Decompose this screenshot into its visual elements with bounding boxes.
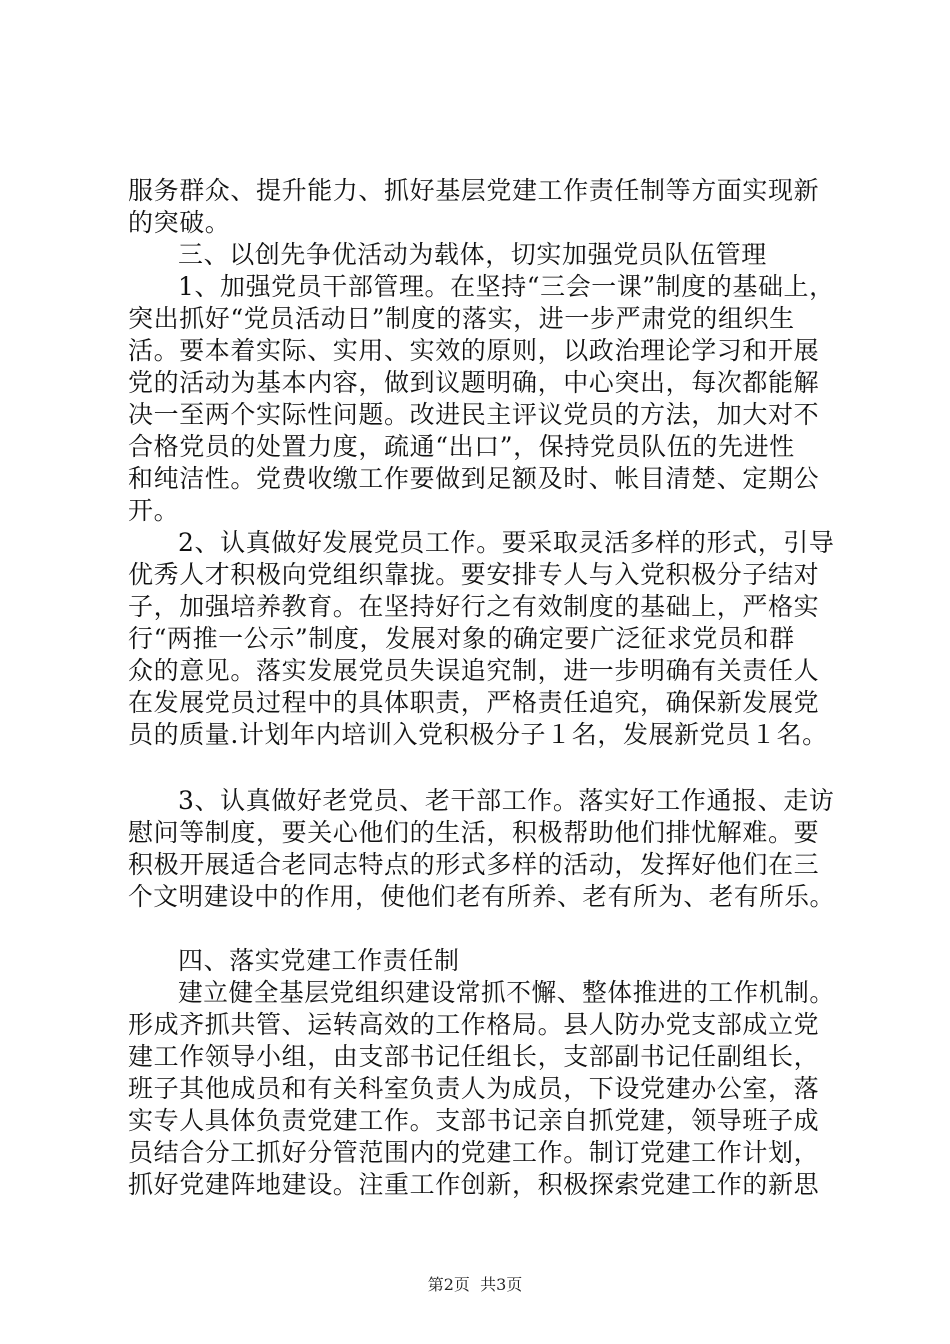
page-footer (0, 1274, 950, 1296)
text-line: 的突破。 (128, 208, 231, 237)
text-line: 积极开展适合老同志特点的形式多样的活动，发挥好他们在三 (128, 850, 820, 879)
text-line: 服务群众、提升能力、抓好基层党建工作责任制等方面实现新 (128, 176, 820, 205)
text-line: 2、认真做好发展党员工作。要采取灵活多样的形式，引导 (178, 528, 835, 557)
text-line: 员的质量.计划年内培训入党积极分子１名，发展新党员１名。 (128, 720, 828, 749)
text-line: 子，加强培养教育。在坚持好行之有效制度的基础上，严格实 (128, 592, 820, 621)
text-line: 1、加强党员干部管理。在坚持“三会一课”制度的基础上， (178, 272, 835, 301)
text-line: 活。要本着实际、实用、实效的原则，以政治理论学习和开展 (128, 336, 820, 365)
text-line: 在发展党员过程中的具体职责，严格责任追究，确保新发展党 (128, 688, 820, 717)
text-line: 3、认真做好老党员、老干部工作。落实好工作通报、走访 (178, 786, 835, 815)
text-line: 行“两推一公示”制度，发展对象的确定要广泛征求党员和群 (128, 624, 795, 653)
text-line: 和纯洁性。党费收缴工作要做到足额及时、帐目清楚、定期公 (128, 464, 820, 493)
text-line: 开。 (128, 496, 180, 525)
text-line: 党的活动为基本内容，做到议题明确，中心突出，每次都能解 (128, 368, 820, 397)
text-line: 优秀人才积极向党组织靠拢。要安排专人与入党积极分子结对 (128, 560, 820, 589)
text-line: 班子其他成员和有关科室负责人为成员，下设党建办公室，落 (128, 1074, 820, 1103)
text-line: 实专人具体负责党建工作。支部书记亲自抓党建，领导班子成 (128, 1106, 820, 1135)
page-number-label: 第2页 共3页 (427, 1275, 523, 1294)
text-line: 建工作领导小组，由支部书记任组长，支部副书记任副组长， (128, 1042, 820, 1071)
text-line: 决一至两个实际性问题。改进民主评议党员的方法，加大对不 (128, 400, 820, 429)
text-line: 员结合分工抓好分管范围内的党建工作。制订党建工作计划， (128, 1138, 820, 1167)
text-line: 突出抓好“党员活动日”制度的落实，进一步严肃党的组织生 (128, 304, 795, 333)
text-line: 抓好党建阵地建设。注重工作创新，积极探索党建工作的新思 (128, 1170, 820, 1199)
section-heading: 四、落实党建工作责任制 (178, 946, 460, 975)
text-line: 个文明建设中的作用，使他们老有所养、老有所为、老有所乐。 (128, 882, 835, 911)
text-line: 合格党员的处置力度，疏通“出口”，保持党员队伍的先进性 (128, 432, 795, 461)
text-line: 众的意见。落实发展党员失误追究制，进一步明确有关责任人 (128, 656, 820, 685)
text-line: 建立健全基层党组织建设常抓不懈、整体推进的工作机制。 (178, 978, 835, 1007)
text-line: 慰问等制度，要关心他们的生活，积极帮助他们排忧解难。要 (128, 818, 820, 847)
text-line: 形成齐抓共管、运转高效的工作格局。县人防办党支部成立党 (128, 1010, 820, 1039)
section-heading: 三、以创先争优活动为载体，切实加强党员队伍管理 (178, 240, 767, 269)
